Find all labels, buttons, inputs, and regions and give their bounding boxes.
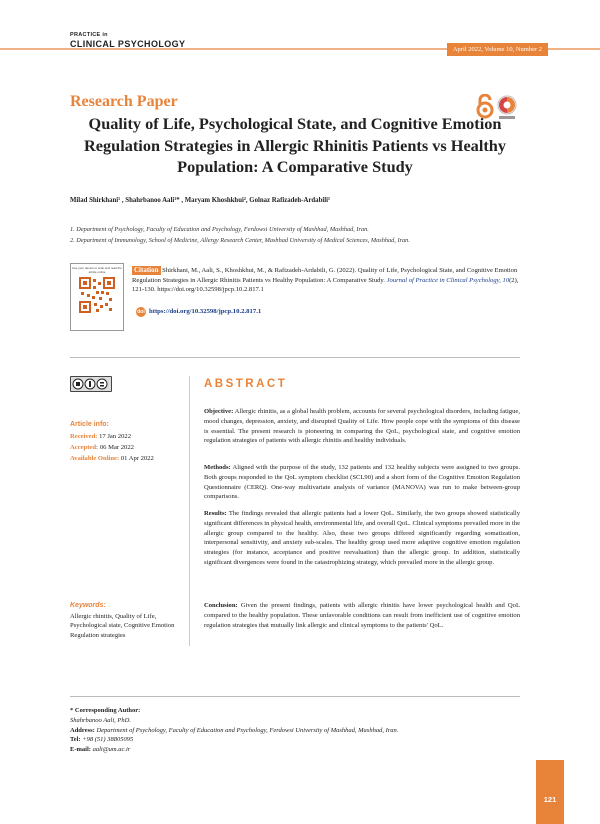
author-list: Milad Shirkhani¹ , Shahrbanoo Aali¹* , Maryam Khoshkhui², Golnaz Rafizadeh-Ardabili¹ <box>70 197 331 204</box>
objective-label: Objective: <box>204 408 234 415</box>
section-divider <box>70 357 520 358</box>
address-label: Address: <box>70 726 95 734</box>
affiliation-2: 2. Department of Immunology, School of Medicine, Allergy Research Center, Mashhad University of Medical Sciences, Mashhad, Iran. <box>70 237 410 244</box>
email-label: E-mail: <box>70 746 91 754</box>
citation-block <box>132 266 520 295</box>
received-date: 17 Jan 2022 <box>99 433 131 440</box>
citation-journal: Journal of Practice in Clinical Psychology, 10 <box>386 276 510 284</box>
page-number-tab <box>536 760 564 824</box>
journal-logo-line2: CLINICAL PSYCHOLOGY <box>70 38 186 49</box>
doi-link[interactable]: https://doi.org/10.32598/jpcp.10.2.817.1 <box>149 308 262 315</box>
results-text: The findings revealed that allergic patients had a lower QoL. Similarly, the two groups showed statistically significant differences in physical health, environmental life, and overall QoL. Clinical symptoms prevailed more in the allergic group compared to the healthy. Also, these two groups differed significantly regarding somatization, interpersonal sensitivity, and anxiety sub-scales. The healthy group used more adaptive cognitive emotion regulation strategies (for instance, acceptance and positive reevaluation) than the allergic group. In addition, statistically significant divergences were found in the catastrophizing strategy, which prevailed more in the allergic group. <box>204 510 520 566</box>
journal-logo-line1: PRACTICE in <box>70 32 108 38</box>
accepted-label: Accepted: <box>70 444 99 451</box>
citation-tag: Citation <box>134 266 159 274</box>
online-row <box>70 455 154 462</box>
corresponding-title: * Corresponding Author: <box>70 707 141 714</box>
corresponding-author <box>70 706 398 755</box>
received-row <box>70 433 131 440</box>
qr-caption: Use your device to scan and read the article online <box>72 266 122 274</box>
cc-license-icon[interactable] <box>70 376 112 392</box>
article-info-title: Article info: <box>70 421 109 428</box>
address-text: Department of Psychology, Faculty of Education and Psychology, Ferdowsi University of Mashhad, Mashhad, Iran. <box>96 726 399 734</box>
objective-text: Allergic rhinitis, as a global health problem, accounts for several psychological disorders, including fatigue, mood changes, depression, anxiety, and disrupted Quality of Life. How people cope with the symptoms of this disease is essential. The present research is pioneering in comparing the QoL, psychological state, and cognitive emotion regulation strategies of patients with allergic rhinitis and healthy individuals. <box>204 408 520 445</box>
results-label: Results: <box>204 510 227 517</box>
methods-label: Methods: <box>204 464 231 471</box>
email-text[interactable]: aali@um.ac.ir <box>92 746 131 754</box>
citation-tail[interactable]: (2), 121-130. https://doi.org/10.32598/jpcp.10.2.817.1 <box>132 276 519 294</box>
doi-line[interactable] <box>136 307 261 317</box>
abstract-heading: ABSTRACT <box>204 378 288 390</box>
keywords-title: Keywords: <box>70 602 106 609</box>
doi-icon: doi <box>137 309 145 315</box>
abstract-conclusion <box>204 601 520 630</box>
page-number: 121 <box>543 795 557 804</box>
affiliation-1: 1. Department of Psychology, Faculty of Education and Psychology, Ferdowsi University of Mashhad, Mashhad, Iran. <box>70 226 369 233</box>
conclusion-text: Given the present findings, patients with allergic rhinitis have lower psychological health and QoL compared to the healthy population. These unfavorable conditions can result from inefficient use of cognitive emotion regulation strategies that mutually link allergic and clinical symptoms to the patients' QoL. <box>204 602 520 629</box>
accepted-date: 06 Mar 2022 <box>99 444 134 451</box>
methods-text: Aligned with the purpose of the study, 132 patients and 132 healthy subjects were assigned to two groups. Both groups responded to the QoL symptom checklist (SCL90) and a short form of the Cognitive Emotion Regulation Questionnaire (CERQ). One-way multivariate analysis of variance (MANOVA) was run to make between-group comparisons. <box>204 464 520 501</box>
paper-title: Quality of Life, Psychological State, and Cognitive Emotion Regulation Strategies in Allergic Rhinitis Patients vs Healthy Population: A Comparative Study <box>84 114 506 176</box>
online-label: Available Online: <box>70 455 120 462</box>
qr-code-icon <box>79 277 115 313</box>
footer-divider <box>70 696 520 697</box>
tel-text: +98 (51) 38805095 <box>82 736 134 744</box>
column-divider <box>189 376 190 646</box>
abstract-objective <box>204 407 520 446</box>
issue-badge: April 2022, Volume 10, Number 2 <box>447 43 548 56</box>
online-date: 01 Apr 2022 <box>120 455 154 462</box>
keywords-text: Allergic rhinitis, Quality of Life, Psychological state, Cognitive Emotion Regulation strategies <box>70 613 175 639</box>
citation-text: Shirkhani, M., Aali, S., Khoshkhui, M., & Rafizadeh-Ardabili, G. (2022). Quality of Life, Psychological State, and Cognitive Emotion Regulation Strategies in Allergic Rhinitis Patients vs Healthy Population: A Comparative Study. <box>132 267 518 284</box>
qr-code-box[interactable] <box>70 263 124 331</box>
abstract-methods <box>204 463 520 502</box>
corresponding-name: Shahrbanoo Aali, PhD. <box>70 716 131 724</box>
conclusion-label: Conclusion: <box>204 602 238 609</box>
received-label: Received: <box>70 433 98 440</box>
abstract-results <box>204 509 520 568</box>
paper-type-label: Research Paper <box>70 93 178 110</box>
accepted-row <box>70 444 134 451</box>
tel-label: Tel: <box>70 736 81 744</box>
